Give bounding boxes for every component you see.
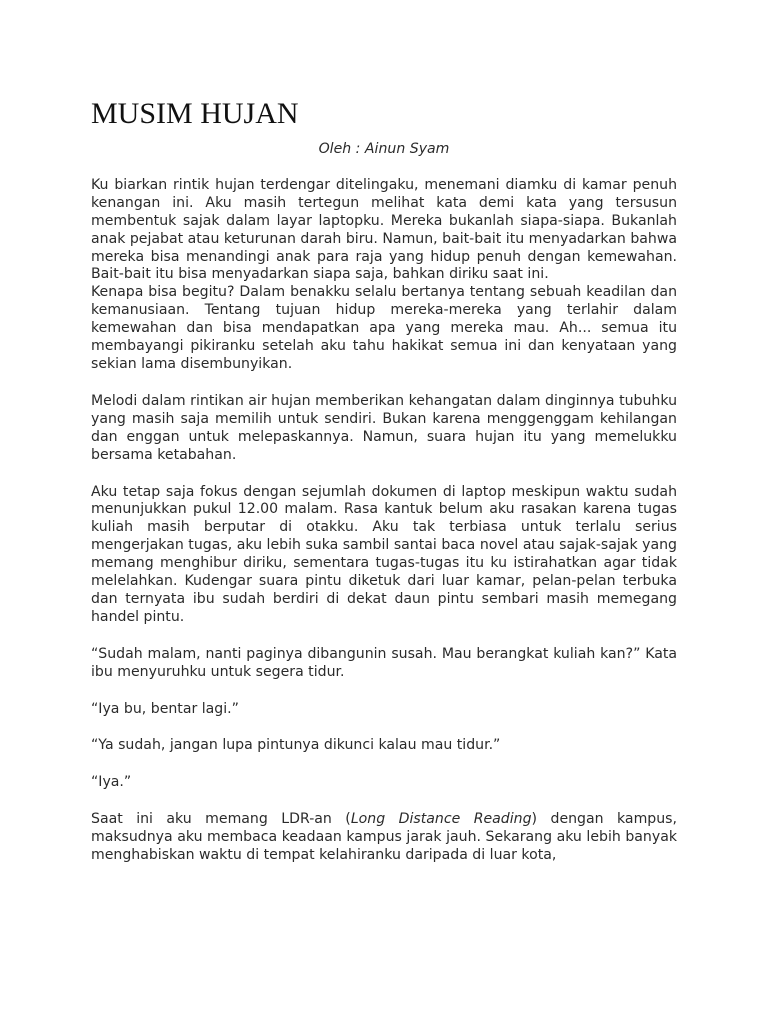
paragraph-3: Melodi dalam rintikan air hujan memberikan kehangatan dalam dinginnya tubuhku yang masih saja memilih untuk sendiri. Bukan karena menggenggam kehilangan dan enggan untuk melepaskannya. Namun, suara hujan itu yang memelukku bersama ketabahan. [91,392,677,463]
paragraph-1: Ku biarkan rintik hujan terdengar ditelingaku, menemani diamku di kamar penuh kenangan ini. Aku masih tertegun melihat kata demi kata yang tersusun membentuk sajak dalam layar laptopku. Mereka bukanlah siapa-siapa. Bukanlah anak pejabat atau keturunan darah biru. Namun, bait-bait itu menyadarkan bahwa mereka bisa menandingi anak para raja yang hidup penuh dengan kemewahan. Bait-bait itu bisa menyadarkan siapa saja, bahkan diriku saat ini. [91,176,677,283]
dialogue-2: “Iya bu, bentar lagi.” [91,700,239,717]
dialogue-3: “Ya sudah, jangan lupa pintunya dikunci kalau mau tidur.” [91,737,501,754]
paragraph-4: Aku tetap saja fokus dengan sejumlah dokumen di laptop meskipun waktu sudah menunjukkan pukul 12.00 malam. Rasa kantuk belum aku rasakan karena tugas kuliah masih berputar di otakku. Aku tak terbiasa untuk terlalu serius mengerjakan tugas, aku lebih suka sambil santai baca novel atau sajak-sajak yang memang menghibur diriku, sementara tugas-tugas itu ku istirahatkan agar tidak melelahkan. Kudengar suara pintu diketuk dari luar kamar, pelan-pelan terbuka dan ternyata ibu sudah berdiri di dekat daun pintu sembari masih memegang handel pintu. [91,483,677,625]
paragraph-last-italic: Long Distance Reading [350,811,532,828]
paragraph-last-after: ) dengan kampus, maksudnya aku membaca keadaan kampus jarak jauh. Sekarang aku lebih banyak menghabiskan waktu di tempat kelahiranku daripada di luar kota, [91,811,677,864]
author-line: Oleh : Ainun Syam [318,141,450,157]
document-page [91,96,677,865]
paragraph-last-before: Saat ini aku memang LDR-an ( [91,811,351,828]
dialogue-1: “Sudah malam, nanti paginya dibangunin susah. Mau berangkat kuliah kan?” Kata ibu menyuruhku untuk segera tidur. [91,645,677,680]
paragraph-last [91,811,677,865]
paragraph-2: Kenapa bisa begitu? Dalam benakku selalu bertanya tentang sebuah keadilan dan kemanusiaan. Tentang tujuan hidup mereka-mereka yang terlahir dalam kemewahan dan bisa mendapatkan apa yang mereka mau. Ah... semua itu membayangi pikiranku setelah aku tahu hakikat semua ini dan kenyataan yang sekian lama disembunyikan. [91,284,677,372]
dialogue-4: “Iya.” [91,774,132,791]
document-title: MUSIM HUJAN [91,97,299,130]
